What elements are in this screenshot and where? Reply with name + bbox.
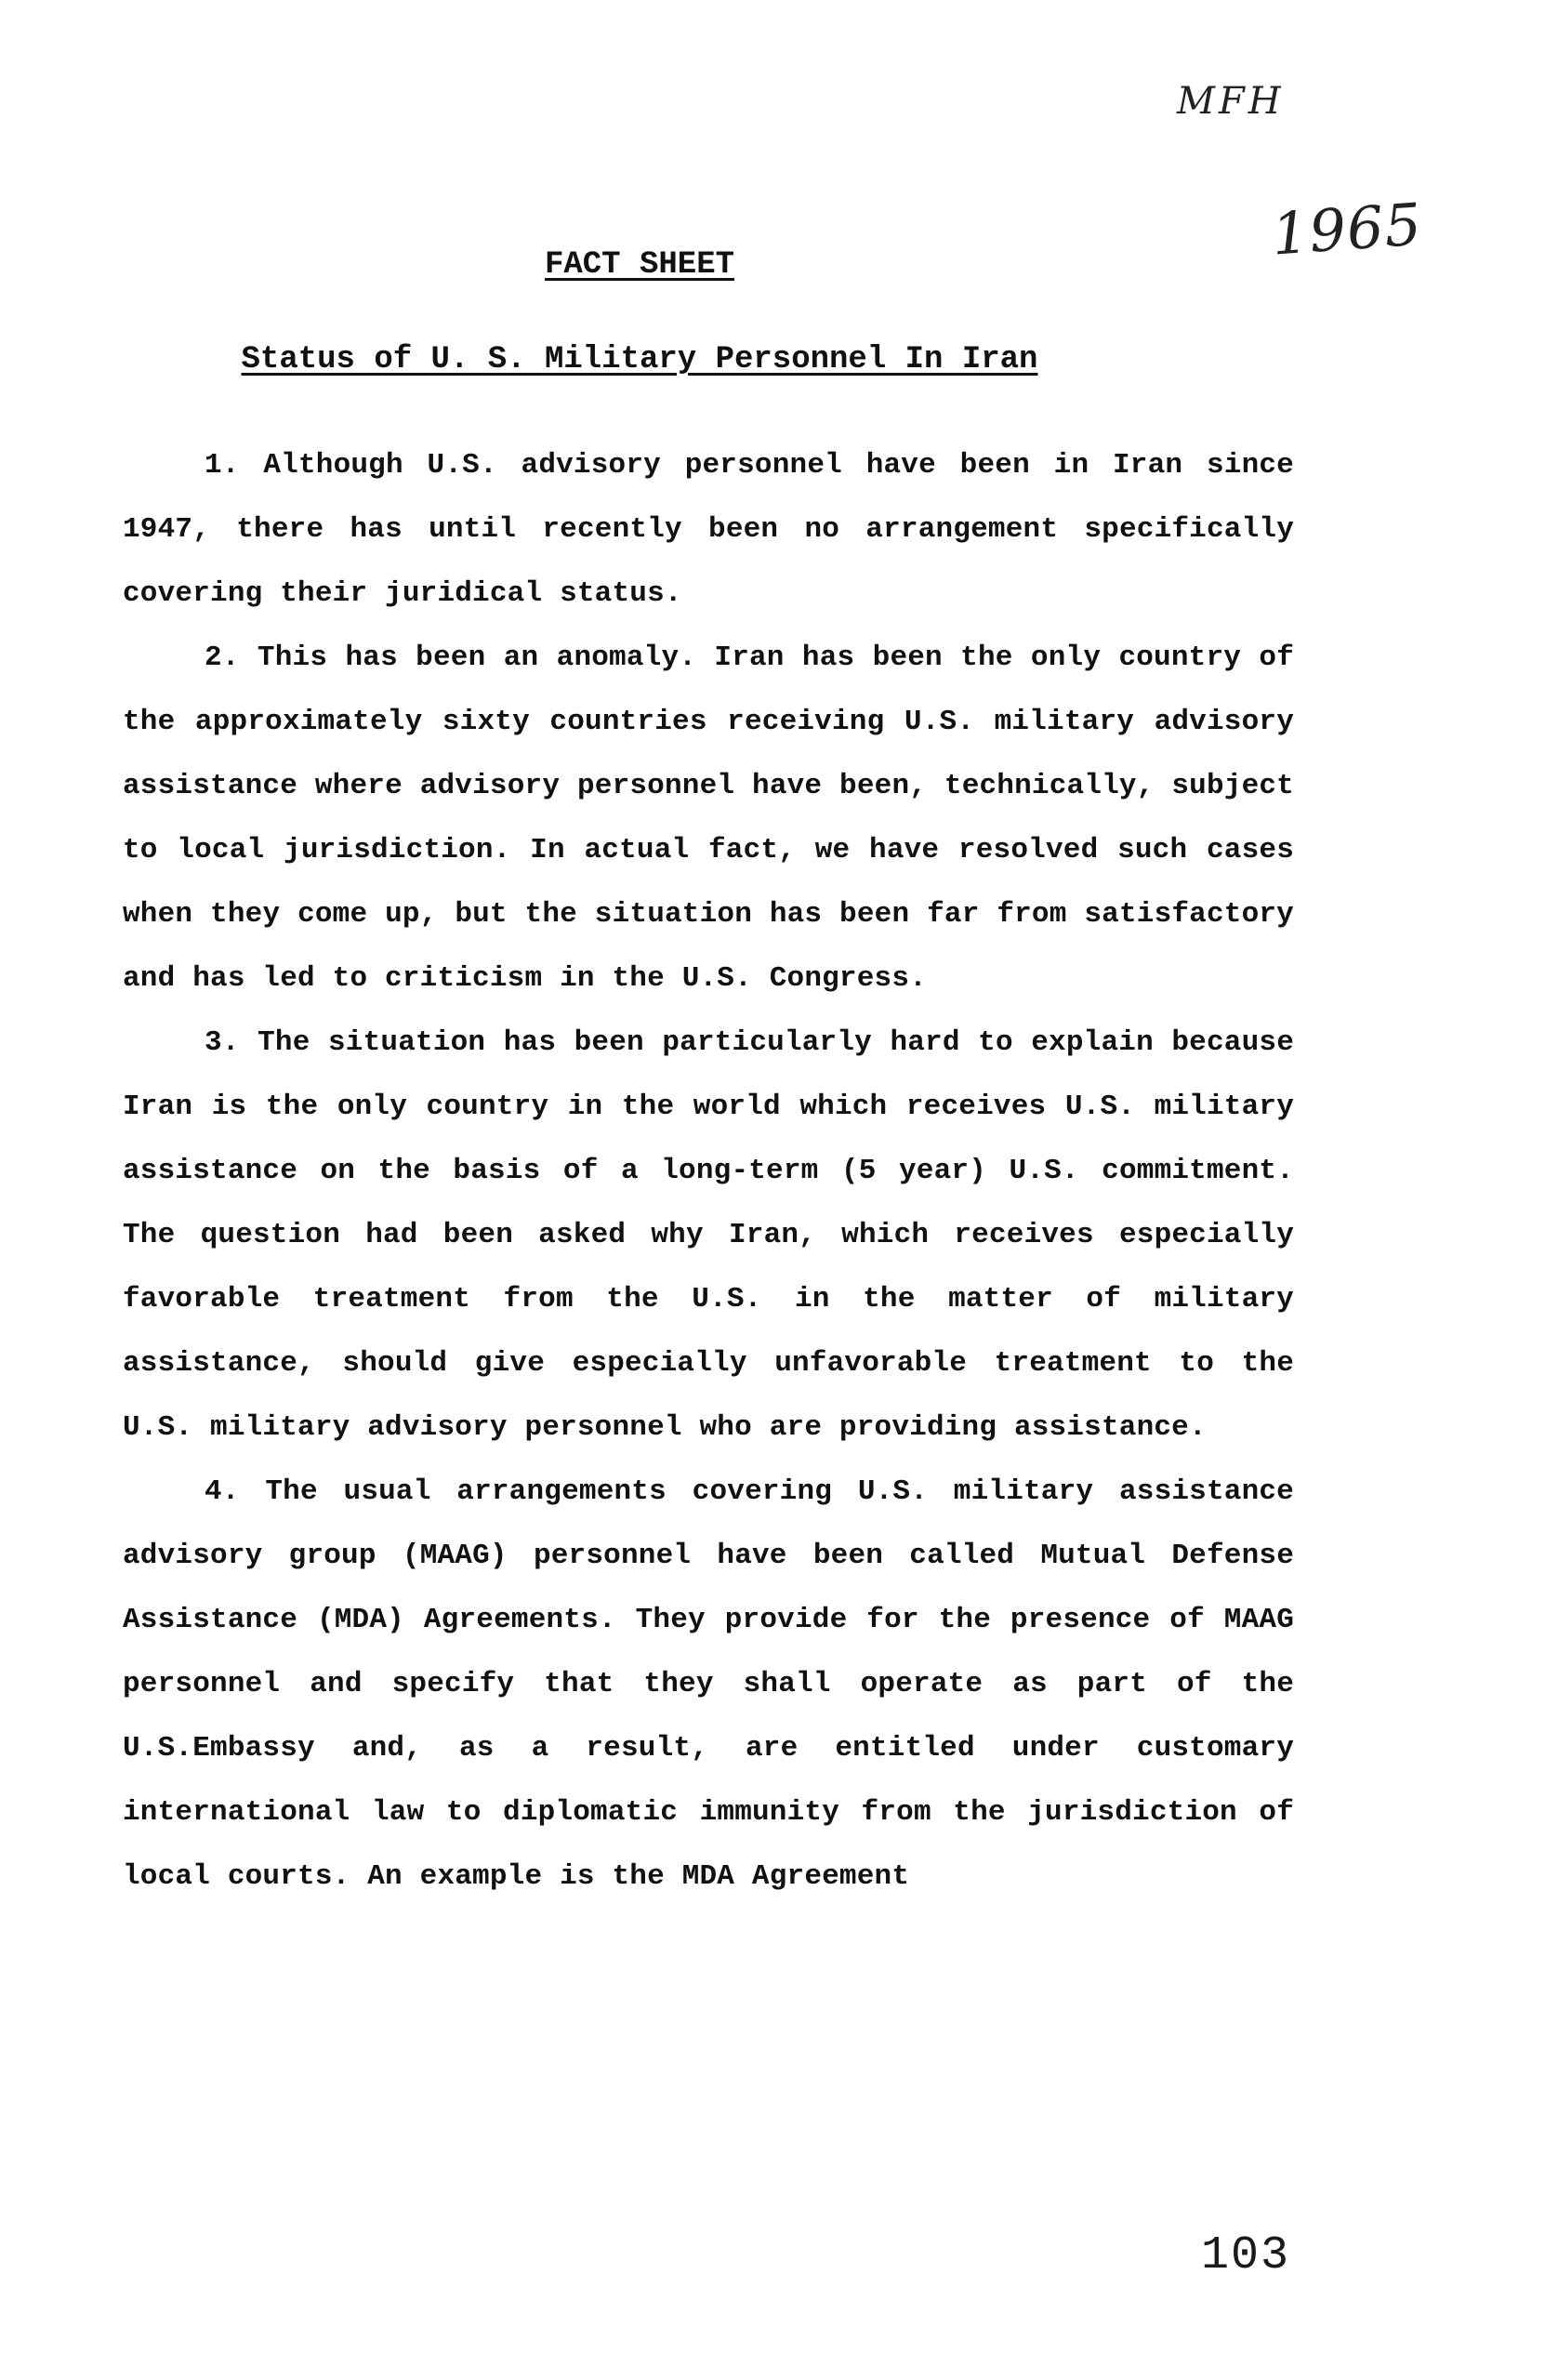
paragraph-3: 3. The situation has been particularly hard to explain because Iran is the only country in the world which receives U.S. military assistance on the basis of a long-term (5 year) U.S. commitment. The question had been asked why Iran, which receives especially favorable treatment from the U.S. in the matter of military assistance, should give especially unfavorable treatment to the U.S. military advisory personnel who are providing assistance. — [123, 1026, 1294, 1444]
handwritten-year: 1965 — [1269, 190, 1425, 269]
document-body — [123, 433, 1294, 1909]
paragraph-4: 4. The usual arrangements covering U.S. military assistance advisory group (MAAG) personnel have been called Mutual Defense Assistance (MDA) Agreements. They provide for the presence of MAAG personnel and specify that they shall operate as part of the U.S.Embassy and, as a result, are entitled under customary international law to diplomatic immunity from the jurisdiction of local courts. An example is the MDA Agreement — [123, 1475, 1294, 1893]
page-number: 103 — [1201, 2229, 1291, 2282]
document-title: FACT SHEET — [544, 247, 735, 283]
handwritten-initials: MFH — [1177, 80, 1285, 123]
document-subtitle: Status of U. S. Military Personnel In Iran — [241, 342, 1038, 377]
paragraph-1: 1. Although U.S. advisory personnel have been in Iran since 1947, there has until recently been no arrangement specifically covering their juridical status. — [123, 449, 1294, 610]
paragraph-2: 2. This has been an anomaly. Iran has been the only country of the approximately sixty countries receiving U.S. military advisory assistance where advisory personnel have been, technically, subject to local jurisdiction. In actual fact, we have resolved such cases when they come up, but the situation has been far from satisfactory and has led to criticism in the U.S. Congress. — [123, 641, 1294, 995]
